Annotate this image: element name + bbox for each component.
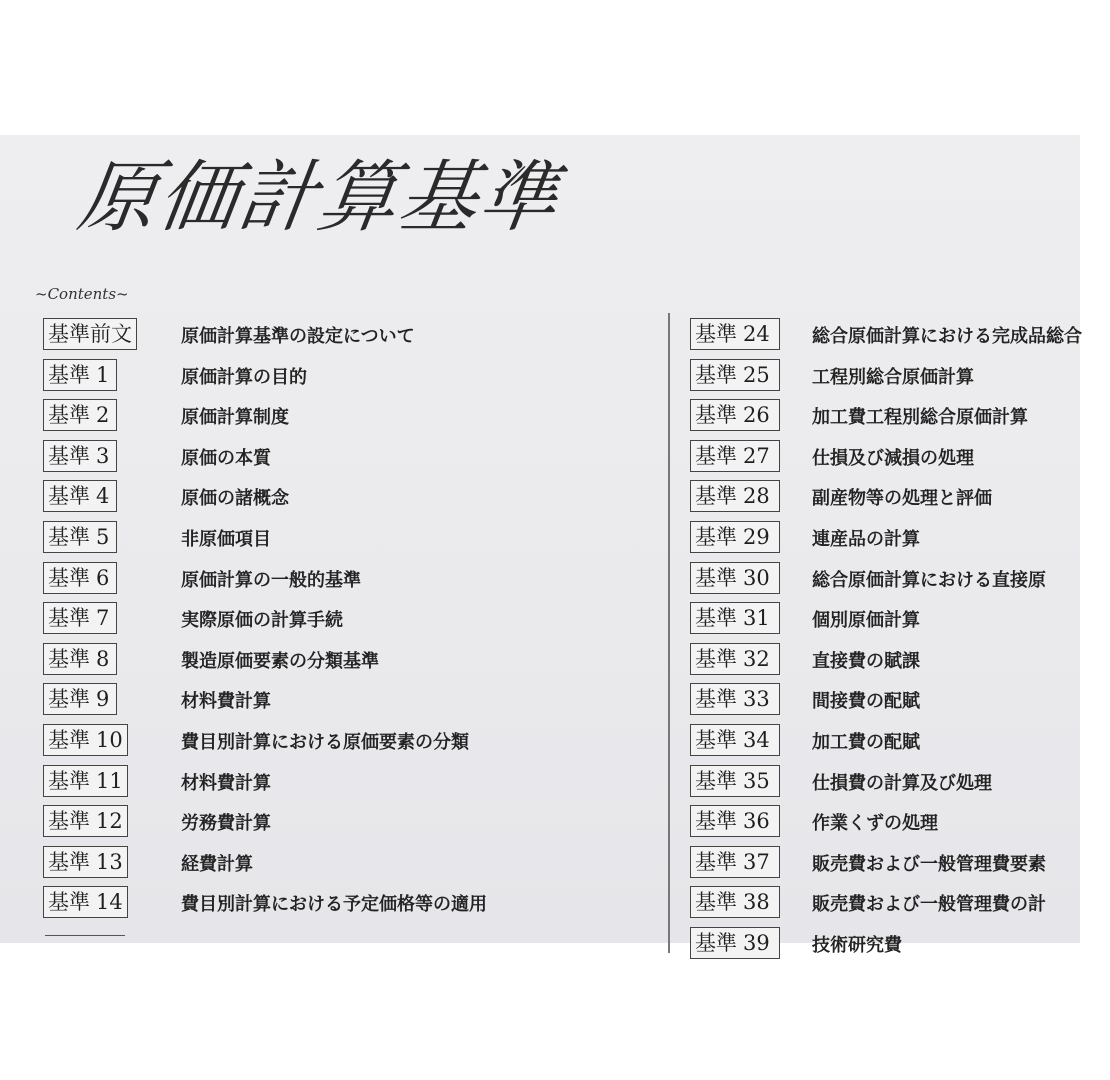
section-badge [43, 724, 128, 756]
contents-row [43, 356, 643, 397]
section-badge-label: 基準 [695, 930, 737, 955]
section-title: 副産物等の処理と評価 [812, 488, 992, 510]
section-badge [690, 927, 780, 959]
section-number: 8 [96, 646, 110, 671]
section-badge [690, 521, 780, 553]
contents-row [43, 721, 643, 762]
section-title: 直接費の賦課 [812, 650, 920, 672]
section-title: 販売費および一般管理費要素 [812, 853, 1046, 875]
contents-row [690, 802, 1110, 843]
section-badge-label: 基準 [48, 849, 90, 874]
section-title: 加工費の配賦 [812, 731, 920, 753]
section-badge [690, 765, 780, 797]
contents-row [43, 315, 643, 356]
section-badge [43, 480, 117, 512]
section-title: 原価計算基準の設定について [181, 326, 415, 347]
section-number: 33 [743, 687, 770, 712]
section-badge [43, 846, 128, 878]
section-badge-label: 基準 [48, 443, 90, 468]
section-badge-label: 基準 [695, 362, 737, 387]
section-number: 31 [743, 606, 770, 631]
section-badge [690, 399, 780, 431]
section-badge [43, 805, 128, 837]
contents-list-left [43, 315, 643, 924]
section-badge-label: 基準 [695, 727, 737, 752]
section-number: 27 [743, 443, 770, 468]
section-badge-label: 基準 [48, 484, 90, 509]
section-title: 工程別総合原価計算 [812, 366, 974, 388]
section-badge-label: 基準 [695, 768, 737, 793]
contents-row [43, 599, 643, 640]
contents-row [690, 396, 1110, 437]
section-badge [43, 643, 117, 675]
contents-row [690, 437, 1110, 478]
section-number: 12 [96, 809, 123, 834]
section-badge [690, 643, 780, 675]
section-badge-label: 基準 [48, 809, 90, 834]
section-badge [43, 683, 117, 715]
section-badge [43, 886, 128, 918]
section-badge-label: 基準 [48, 890, 90, 915]
section-badge [690, 440, 780, 472]
section-badge [690, 602, 780, 634]
document-page [0, 135, 1082, 956]
section-title: 仕損及び減損の処理 [812, 447, 974, 469]
section-badge-label: 基準 [695, 443, 737, 468]
section-badge-label: 基準 [695, 606, 737, 631]
section-badge-label: 基準 [48, 727, 90, 752]
section-badge [43, 399, 117, 431]
section-title: 総合原価計算における完成品総合 [812, 326, 1082, 347]
contents-row [690, 843, 1110, 884]
section-number: 3 [96, 443, 110, 468]
section-badge [690, 318, 780, 350]
section-badge [690, 724, 780, 756]
section-number: 25 [743, 362, 770, 387]
section-title: 費目別計算における予定価格等の適用 [181, 894, 487, 916]
section-number: 7 [96, 606, 110, 631]
section-badge [690, 359, 780, 391]
section-badge-label: 基準前文 [48, 322, 132, 346]
contents-row [43, 762, 643, 803]
contents-row [43, 559, 643, 600]
section-badge-label: 基準 [48, 362, 90, 387]
contents-row [690, 356, 1110, 397]
section-title: 作業くずの処理 [812, 813, 938, 835]
section-number: 30 [743, 565, 770, 590]
section-title: 経費計算 [181, 853, 253, 875]
section-title: 実際原価の計算手続 [181, 610, 343, 632]
section-number: 37 [743, 849, 770, 874]
contents-label: ~Contents~ [35, 285, 129, 303]
section-number: 11 [96, 768, 123, 793]
section-title: 原価計算の一般的基準 [181, 569, 361, 591]
section-badge-label: 基準 [695, 849, 737, 874]
section-number: 10 [96, 727, 123, 752]
contents-row [43, 477, 643, 518]
section-number: 34 [743, 727, 770, 752]
section-badge [690, 805, 780, 837]
contents-row [690, 599, 1110, 640]
section-number: 36 [743, 809, 770, 834]
contents-row [43, 396, 643, 437]
section-badge-label: 基準 [695, 890, 737, 915]
section-title: 個別原価計算 [812, 610, 920, 632]
cutoff-badge-edge [45, 935, 125, 946]
section-badge-label: 基準 [48, 687, 90, 712]
section-badge-label: 基準 [695, 809, 737, 834]
section-badge [43, 440, 117, 472]
section-title: 間接費の配賦 [812, 691, 920, 713]
section-title: 製造原価要素の分類基準 [181, 650, 379, 672]
contents-row [43, 518, 643, 559]
section-badge [690, 886, 780, 918]
contents-row [690, 640, 1110, 681]
section-number: 2 [96, 403, 110, 428]
section-title: 原価の諸概念 [181, 488, 289, 510]
section-title: 技術研究費 [812, 934, 902, 956]
contents-row [690, 518, 1110, 559]
section-badge-label: 基準 [695, 646, 737, 671]
section-title: 連産品の計算 [812, 528, 920, 550]
section-title: 労務費計算 [181, 813, 271, 835]
section-title: 原価計算制度 [181, 407, 289, 429]
contents-row [690, 762, 1110, 803]
section-number: 28 [743, 484, 770, 509]
section-badge-label: 基準 [695, 687, 737, 712]
section-badge [43, 521, 117, 553]
section-number: 35 [743, 768, 770, 793]
contents-row [690, 477, 1110, 518]
section-title: 材料費計算 [181, 691, 271, 713]
section-number: 38 [743, 890, 770, 915]
section-badge-label: 基準 [695, 565, 737, 590]
section-number: 6 [96, 565, 110, 590]
section-badge-label: 基準 [48, 565, 90, 590]
section-number: 5 [96, 524, 110, 549]
section-badge [690, 480, 780, 512]
section-badge-label: 基準 [48, 606, 90, 631]
section-title: 非原価項目 [181, 528, 271, 550]
contents-row [43, 680, 643, 721]
section-number: 1 [96, 362, 110, 387]
column-divider [668, 313, 670, 953]
section-title: 加工費工程別総合原価計算 [812, 407, 1028, 429]
section-badge-label: 基準 [48, 768, 90, 793]
section-title: 材料費計算 [181, 772, 271, 794]
section-title: 原価の本質 [181, 447, 271, 469]
section-badge-label: 基準 [48, 646, 90, 671]
section-badge [43, 562, 117, 594]
section-number: 39 [743, 930, 770, 955]
section-number: 9 [96, 687, 110, 712]
section-badge-label: 基準 [695, 403, 737, 428]
contents-row [690, 315, 1110, 356]
section-number: 26 [743, 403, 770, 428]
section-title: 総合原価計算における直接原 [812, 569, 1046, 591]
contents-row [690, 559, 1110, 600]
section-badge-label: 基準 [48, 524, 90, 549]
contents-row [43, 843, 643, 884]
section-badge-label: 基準 [48, 403, 90, 428]
section-badge [43, 318, 137, 350]
section-badge [43, 765, 128, 797]
contents-row [43, 802, 643, 843]
section-number: 14 [96, 890, 123, 915]
section-title: 仕損費の計算及び処理 [812, 772, 992, 794]
section-number: 29 [743, 524, 770, 549]
section-number: 13 [96, 849, 123, 874]
section-badge [43, 602, 117, 634]
section-number: 24 [743, 322, 770, 346]
section-title: 費目別計算における原価要素の分類 [181, 731, 469, 753]
section-number: 4 [96, 484, 110, 509]
section-badge-label: 基準 [695, 484, 737, 509]
section-title: 販売費および一般管理費の計 [812, 894, 1046, 916]
contents-row [43, 437, 643, 478]
section-badge-label: 基準 [695, 322, 737, 346]
contents-row [690, 721, 1110, 762]
contents-row [690, 924, 1110, 965]
contents-list-right [690, 315, 1110, 965]
section-badge [690, 846, 780, 878]
contents-row [43, 640, 643, 681]
section-badge-label: 基準 [695, 524, 737, 549]
contents-row [43, 883, 643, 924]
section-badge [690, 683, 780, 715]
section-badge [690, 562, 780, 594]
contents-row [690, 883, 1110, 924]
section-title: 原価計算の目的 [181, 366, 307, 388]
contents-row [690, 680, 1110, 721]
page-title: 原価計算基準 [72, 153, 566, 243]
section-badge [43, 359, 117, 391]
section-number: 32 [743, 646, 770, 671]
